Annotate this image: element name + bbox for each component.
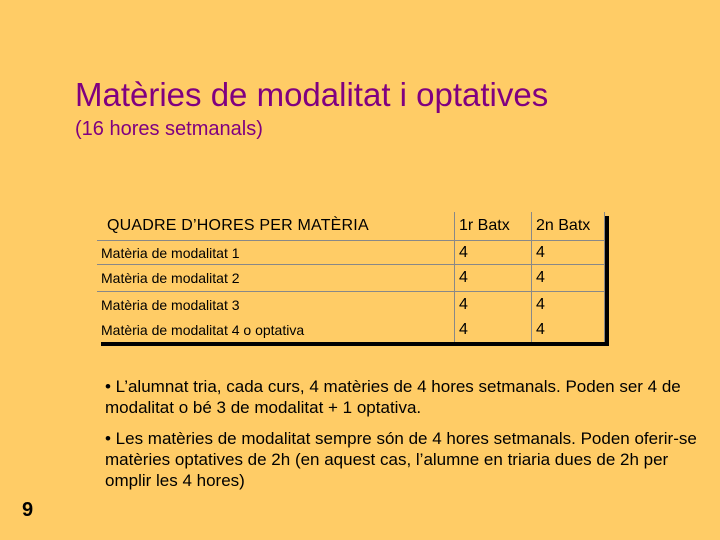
table-row <box>97 240 605 264</box>
bullet-item: • Les matèries de modalitat sempre són de 4 hores setmanals. Poden oferir-se matèries optatives de 2h (en aquest cas, l’alumne en triaria dues de 2h per omplir les 4 hores) <box>105 429 697 490</box>
hours-table-container <box>97 212 605 342</box>
row-name: Matèria de modalitat 4 o optativa <box>101 321 305 338</box>
row-value-2n: 4 <box>532 240 605 264</box>
row-value-1r: 4 <box>455 291 532 317</box>
column-header-1r-batx: 1r Batx <box>455 212 532 240</box>
slide-title: Matèries de modalitat i optatives <box>75 76 549 113</box>
row-value-2n: 4 <box>532 265 605 291</box>
slide-subtitle: (16 hores setmanals) <box>75 118 263 140</box>
table-row <box>97 265 605 291</box>
row-value-2n: 4 <box>532 318 605 342</box>
row-name: Matèria de modalitat 1 <box>97 240 455 264</box>
row-value-2n: 4 <box>532 291 605 317</box>
row-value-1r: 4 <box>455 265 532 291</box>
bullet-item: • L’alumnat tria, cada curs, 4 matèries de 4 hores setmanals. Poden ser 4 de modalitat o bé 3 de modalitat + 1 optativa. <box>105 377 681 417</box>
table-row <box>97 318 605 342</box>
row-value-1r: 4 <box>455 318 532 342</box>
row-name: Matèria de modalitat 2 <box>97 265 455 291</box>
table-header: QUADRE D’HORES PER MATÈRIA <box>107 216 369 234</box>
bullet-list <box>105 376 705 501</box>
page-number: 9 <box>22 499 34 521</box>
column-header-2n-batx: 2n Batx <box>532 212 605 240</box>
hours-table <box>97 212 605 342</box>
row-name: Matèria de modalitat 3 <box>97 291 455 317</box>
table-row <box>97 291 605 317</box>
row-value-1r: 4 <box>455 240 532 264</box>
